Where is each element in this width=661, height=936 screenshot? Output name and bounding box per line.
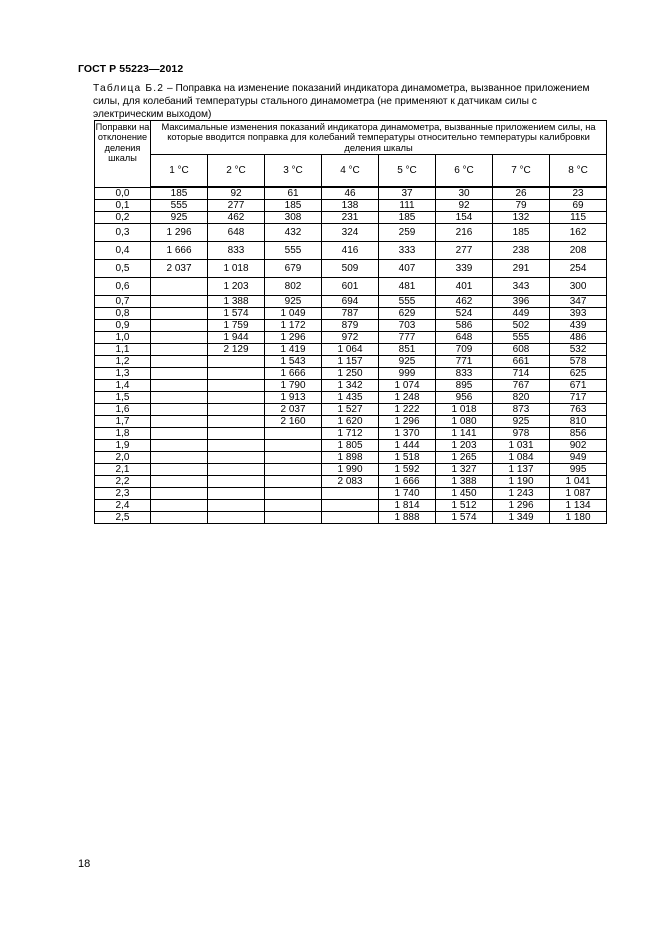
temperature-column-header (265, 155, 322, 188)
correction-value-cell: 396 (493, 296, 550, 308)
correction-value-cell (208, 488, 265, 500)
correction-value-cell: 625 (550, 368, 607, 380)
correction-value-cell: 23 (550, 187, 607, 200)
correction-value-cell: 1 370 (379, 428, 436, 440)
correction-value-cell (265, 440, 322, 452)
correction-value-cell: 1 250 (322, 368, 379, 380)
correction-value-cell: 132 (493, 212, 550, 224)
correction-value-cell: 555 (151, 200, 208, 212)
table-row (95, 452, 607, 464)
correction-value-cell (151, 464, 208, 476)
correction-value-cell: 879 (322, 320, 379, 332)
correction-value-cell: 481 (379, 278, 436, 296)
correction-value-cell: 771 (436, 356, 493, 368)
correction-value-cell (151, 332, 208, 344)
table-row (95, 428, 607, 440)
temperature-value: 1 (169, 165, 175, 176)
correction-value-cell: 254 (550, 260, 607, 278)
correction-value-cell: 1 190 (493, 476, 550, 488)
page-number: 18 (78, 858, 91, 870)
correction-value-cell: 509 (322, 260, 379, 278)
table-body (95, 187, 607, 524)
document-code: ГОСТ Р 55223—2012 (78, 63, 184, 75)
table-row (95, 368, 607, 380)
scale-deviation-cell: 1,2 (95, 356, 151, 368)
scale-deviation-cell: 1,9 (95, 440, 151, 452)
temperature-unit: °C (405, 165, 417, 176)
temperature-value: 5 (397, 165, 403, 176)
correction-value-cell: 1 450 (436, 488, 493, 500)
correction-value-cell: 532 (550, 344, 607, 356)
correction-value-cell: 439 (550, 320, 607, 332)
correction-value-cell (151, 404, 208, 416)
table-row (95, 500, 607, 512)
correction-value-cell: 1 712 (322, 428, 379, 440)
correction-value-cell: 1 512 (436, 500, 493, 512)
scale-deviation-cell: 2,1 (95, 464, 151, 476)
scale-deviation-cell: 1,6 (95, 404, 151, 416)
correction-value-cell (151, 356, 208, 368)
correction-value-cell: 37 (379, 187, 436, 200)
correction-value-cell: 671 (550, 380, 607, 392)
correction-value-cell: 300 (550, 278, 607, 296)
temperature-unit: °C (348, 165, 360, 176)
temperature-column-header (436, 155, 493, 188)
correction-value-cell (208, 404, 265, 416)
correction-value-cell: 231 (322, 212, 379, 224)
correction-value-cell: 1 666 (265, 368, 322, 380)
correction-value-cell: 995 (550, 464, 607, 476)
correction-value-cell: 1 666 (379, 476, 436, 488)
correction-value-cell: 1 018 (436, 404, 493, 416)
scale-deviation-cell: 2,4 (95, 500, 151, 512)
temperature-column-header (379, 155, 436, 188)
correction-value-cell: 694 (322, 296, 379, 308)
correction-value-cell: 416 (322, 242, 379, 260)
correction-value-cell: 1 592 (379, 464, 436, 476)
correction-value-cell: 333 (379, 242, 436, 260)
correction-value-cell: 1 913 (265, 392, 322, 404)
table-row (95, 392, 607, 404)
scale-deviation-cell: 2,0 (95, 452, 151, 464)
correction-value-cell (322, 500, 379, 512)
correction-value-cell: 347 (550, 296, 607, 308)
correction-value-cell (265, 500, 322, 512)
correction-value-cell: 856 (550, 428, 607, 440)
table-row (95, 212, 607, 224)
correction-value-cell: 1 944 (208, 332, 265, 344)
correction-value-cell: 925 (379, 356, 436, 368)
correction-value-cell: 1 243 (493, 488, 550, 500)
correction-value-cell: 1 203 (208, 278, 265, 296)
correction-value-cell: 601 (322, 278, 379, 296)
correction-value-cell: 185 (151, 187, 208, 200)
scale-deviation-cell: 1,0 (95, 332, 151, 344)
correction-value-cell (208, 452, 265, 464)
correction-value-cell: 524 (436, 308, 493, 320)
correction-value-cell: 1 041 (550, 476, 607, 488)
correction-value-cell: 138 (322, 200, 379, 212)
correction-value-cell (151, 392, 208, 404)
table-row (95, 332, 607, 344)
correction-value-cell: 1 814 (379, 500, 436, 512)
correction-value-cell: 1 296 (493, 500, 550, 512)
correction-value-cell (151, 368, 208, 380)
correction-value-cell (151, 320, 208, 332)
temperature-unit: °C (291, 165, 303, 176)
correction-value-cell: 393 (550, 308, 607, 320)
temperature-column-header (322, 155, 379, 188)
correction-value-cell: 1 080 (436, 416, 493, 428)
correction-value-cell: 555 (265, 242, 322, 260)
table-row (95, 242, 607, 260)
temperature-value: 7 (511, 165, 517, 176)
correction-value-cell (208, 500, 265, 512)
scale-deviation-cell: 2,2 (95, 476, 151, 488)
correction-value-cell: 1 157 (322, 356, 379, 368)
scale-deviation-cell: 0,3 (95, 224, 151, 242)
correction-value-cell: 111 (379, 200, 436, 212)
correction-value-cell: 339 (436, 260, 493, 278)
correction-value-cell: 763 (550, 404, 607, 416)
correction-value-cell: 1 990 (322, 464, 379, 476)
correction-value-cell: 555 (493, 332, 550, 344)
correction-value-cell (208, 464, 265, 476)
correction-value-cell: 787 (322, 308, 379, 320)
correction-value-cell (208, 356, 265, 368)
table-caption-text: – Поправка на изменение показаний индикатора динамометра, вызванное приложением силы, для колебаний температуры стального динамометра (не применяют к датчикам силы с электрическим выходом) (93, 83, 590, 120)
correction-value-cell: 1 137 (493, 464, 550, 476)
correction-value-cell (208, 512, 265, 524)
correction-value-cell: 2 129 (208, 344, 265, 356)
correction-value-cell (208, 428, 265, 440)
temperature-unit: °C (519, 165, 531, 176)
temperature-value: 4 (340, 165, 346, 176)
correction-value-cell: 709 (436, 344, 493, 356)
correction-value-cell: 1 296 (151, 224, 208, 242)
correction-value-cell (151, 476, 208, 488)
correction-value-cell: 820 (493, 392, 550, 404)
correction-value-cell: 1 134 (550, 500, 607, 512)
correction-value-cell: 1 296 (379, 416, 436, 428)
correction-value-cell: 69 (550, 200, 607, 212)
correction-value-cell (208, 368, 265, 380)
table-row (95, 356, 607, 368)
correction-value-cell: 185 (265, 200, 322, 212)
correction-value-cell (265, 428, 322, 440)
correction-value-cell (208, 380, 265, 392)
correction-value-cell: 578 (550, 356, 607, 368)
scale-deviation-cell: 0,1 (95, 200, 151, 212)
table-row (95, 416, 607, 428)
correction-value-cell: 1 342 (322, 380, 379, 392)
correction-value-cell: 717 (550, 392, 607, 404)
correction-value-cell (151, 452, 208, 464)
correction-value-cell: 1 898 (322, 452, 379, 464)
correction-value-cell: 1 388 (208, 296, 265, 308)
correction-value-cell: 895 (436, 380, 493, 392)
scale-deviation-cell: 0,7 (95, 296, 151, 308)
table-row (95, 476, 607, 488)
correction-value-cell: 1 543 (265, 356, 322, 368)
correction-value-cell (322, 488, 379, 500)
correction-value-cell: 2 083 (322, 476, 379, 488)
scale-deviation-cell: 1,8 (95, 428, 151, 440)
correction-value-cell: 238 (493, 242, 550, 260)
correction-value-cell: 767 (493, 380, 550, 392)
correction-value-cell: 1 327 (436, 464, 493, 476)
correction-value-cell: 407 (379, 260, 436, 278)
correction-value-cell: 1 296 (265, 332, 322, 344)
correction-value-cell: 486 (550, 332, 607, 344)
scale-deviation-cell: 1,4 (95, 380, 151, 392)
correction-value-cell (208, 476, 265, 488)
correction-value-cell: 61 (265, 187, 322, 200)
correction-value-cell: 873 (493, 404, 550, 416)
correction-value-cell: 277 (208, 200, 265, 212)
correction-value-cell: 401 (436, 278, 493, 296)
temperature-unit: °C (234, 165, 246, 176)
table-row (95, 488, 607, 500)
correction-value-cell: 925 (265, 296, 322, 308)
table-row (95, 200, 607, 212)
correction-value-cell: 648 (208, 224, 265, 242)
correction-value-cell: 154 (436, 212, 493, 224)
correction-value-cell: 629 (379, 308, 436, 320)
scale-deviation-cell: 0,8 (95, 308, 151, 320)
scale-deviation-cell: 0,0 (95, 187, 151, 200)
correction-value-cell (151, 500, 208, 512)
correction-value-cell: 30 (436, 187, 493, 200)
temperature-value: 2 (226, 165, 232, 176)
temperature-column-header (550, 155, 607, 188)
table-row (95, 296, 607, 308)
correction-value-cell: 1 518 (379, 452, 436, 464)
correction-value-cell: 92 (436, 200, 493, 212)
correction-value-cell: 1 790 (265, 380, 322, 392)
correction-value-cell: 449 (493, 308, 550, 320)
correction-value-cell: 703 (379, 320, 436, 332)
table-caption (93, 82, 606, 121)
scale-deviation-cell: 0,5 (95, 260, 151, 278)
correction-value-cell: 432 (265, 224, 322, 242)
max-change-header: Максимальные изменения показаний индикатора динамометра, вызванные приложением силы, на которые вводится поправка для колебаний температуры относительно температуры калибровки деления шкалы (151, 121, 607, 155)
correction-value-cell: 1 805 (322, 440, 379, 452)
correction-value-cell: 185 (379, 212, 436, 224)
correction-value-cell: 46 (322, 187, 379, 200)
correction-value-cell: 1 087 (550, 488, 607, 500)
correction-value-cell (151, 512, 208, 524)
correction-value-cell: 1 620 (322, 416, 379, 428)
correction-value-cell: 648 (436, 332, 493, 344)
correction-value-cell (265, 476, 322, 488)
correction-value-cell: 1 084 (493, 452, 550, 464)
scale-deviation-cell: 1,1 (95, 344, 151, 356)
correction-value-cell: 714 (493, 368, 550, 380)
correction-value-cell (151, 308, 208, 320)
scale-deviation-cell: 2,3 (95, 488, 151, 500)
correction-value-cell (151, 428, 208, 440)
correction-value-cell: 925 (151, 212, 208, 224)
correction-value-cell: 972 (322, 332, 379, 344)
correction-value-cell: 343 (493, 278, 550, 296)
correction-value-cell (151, 278, 208, 296)
temperature-value: 6 (454, 165, 460, 176)
correction-value-cell (322, 512, 379, 524)
correction-value-cell: 185 (493, 224, 550, 242)
correction-value-cell: 1 444 (379, 440, 436, 452)
correction-value-cell: 92 (208, 187, 265, 200)
correction-value-cell: 1 349 (493, 512, 550, 524)
table-row (95, 440, 607, 452)
correction-value-cell: 1 222 (379, 404, 436, 416)
correction-value-cell: 162 (550, 224, 607, 242)
correction-value-cell: 949 (550, 452, 607, 464)
correction-value-cell: 851 (379, 344, 436, 356)
table-row (95, 224, 607, 242)
correction-value-cell (208, 440, 265, 452)
table-row (95, 187, 607, 200)
table-row (95, 464, 607, 476)
table-row (95, 344, 607, 356)
scale-deviation-header: Поправки на отклонение деления шкалы (95, 121, 151, 188)
scale-deviation-cell: 1,7 (95, 416, 151, 428)
correction-value-cell: 462 (208, 212, 265, 224)
correction-value-cell (208, 392, 265, 404)
correction-value-cell (151, 344, 208, 356)
correction-value-cell: 661 (493, 356, 550, 368)
correction-value-cell: 502 (493, 320, 550, 332)
correction-value-cell: 810 (550, 416, 607, 428)
correction-value-cell (265, 464, 322, 476)
correction-value-cell (151, 380, 208, 392)
correction-value-cell: 833 (436, 368, 493, 380)
correction-value-cell: 1 419 (265, 344, 322, 356)
correction-value-cell: 956 (436, 392, 493, 404)
correction-value-cell: 1 759 (208, 320, 265, 332)
temperature-column-header (208, 155, 265, 188)
scale-deviation-cell: 0,9 (95, 320, 151, 332)
table-caption-label: Таблица Б.2 (93, 83, 165, 94)
correction-value-cell: 802 (265, 278, 322, 296)
correction-value-cell: 1 666 (151, 242, 208, 260)
correction-value-cell: 79 (493, 200, 550, 212)
scale-deviation-cell: 2,5 (95, 512, 151, 524)
table-row (95, 260, 607, 278)
correction-value-cell (265, 488, 322, 500)
correction-value-cell (151, 488, 208, 500)
correction-value-cell: 1 265 (436, 452, 493, 464)
correction-value-cell: 1 141 (436, 428, 493, 440)
temperature-unit: °C (177, 165, 189, 176)
temperature-value: 3 (283, 165, 289, 176)
correction-value-cell (151, 440, 208, 452)
correction-value-cell: 1 049 (265, 308, 322, 320)
correction-value-cell: 2 037 (265, 404, 322, 416)
temperature-unit: °C (576, 165, 588, 176)
correction-value-cell: 902 (550, 440, 607, 452)
scale-deviation-cell: 0,4 (95, 242, 151, 260)
correction-table (94, 120, 607, 524)
correction-value-cell: 586 (436, 320, 493, 332)
correction-value-cell: 555 (379, 296, 436, 308)
correction-value-cell: 1 203 (436, 440, 493, 452)
temperature-unit: °C (462, 165, 474, 176)
correction-value-cell: 1 031 (493, 440, 550, 452)
correction-value-cell: 1 172 (265, 320, 322, 332)
correction-value-cell: 1 527 (322, 404, 379, 416)
table-row (95, 278, 607, 296)
correction-value-cell: 2 160 (265, 416, 322, 428)
temperature-header-row (95, 155, 607, 188)
table-row (95, 512, 607, 524)
correction-value-cell: 608 (493, 344, 550, 356)
table-row (95, 380, 607, 392)
correction-value-cell: 1 574 (436, 512, 493, 524)
correction-value-cell: 208 (550, 242, 607, 260)
correction-value-cell (208, 416, 265, 428)
correction-value-cell: 833 (208, 242, 265, 260)
correction-value-cell (265, 512, 322, 524)
correction-value-cell: 1 064 (322, 344, 379, 356)
correction-value-cell: 1 888 (379, 512, 436, 524)
correction-value-cell: 1 740 (379, 488, 436, 500)
correction-value-cell: 1 574 (208, 308, 265, 320)
correction-value-cell: 26 (493, 187, 550, 200)
table-row (95, 308, 607, 320)
correction-value-cell: 216 (436, 224, 493, 242)
correction-value-cell: 978 (493, 428, 550, 440)
correction-value-cell (151, 416, 208, 428)
correction-value-cell: 259 (379, 224, 436, 242)
correction-value-cell: 679 (265, 260, 322, 278)
scale-deviation-cell: 0,6 (95, 278, 151, 296)
correction-value-cell: 2 037 (151, 260, 208, 278)
correction-value-cell: 1 180 (550, 512, 607, 524)
correction-value-cell: 1 435 (322, 392, 379, 404)
correction-value-cell (265, 452, 322, 464)
correction-value-cell (151, 296, 208, 308)
correction-value-cell: 1 018 (208, 260, 265, 278)
correction-value-cell: 1 248 (379, 392, 436, 404)
correction-value-cell: 1 074 (379, 380, 436, 392)
scale-deviation-cell: 0,2 (95, 212, 151, 224)
scale-deviation-cell: 1,3 (95, 368, 151, 380)
correction-value-cell: 308 (265, 212, 322, 224)
correction-value-cell: 277 (436, 242, 493, 260)
scale-deviation-cell: 1,5 (95, 392, 151, 404)
correction-value-cell: 324 (322, 224, 379, 242)
correction-value-cell: 291 (493, 260, 550, 278)
table-row (95, 320, 607, 332)
correction-value-cell: 462 (436, 296, 493, 308)
temperature-column-header (151, 155, 208, 188)
correction-value-cell: 777 (379, 332, 436, 344)
temperature-value: 8 (568, 165, 574, 176)
correction-value-cell: 925 (493, 416, 550, 428)
correction-value-cell: 1 388 (436, 476, 493, 488)
temperature-column-header (493, 155, 550, 188)
correction-value-cell: 999 (379, 368, 436, 380)
correction-value-cell: 115 (550, 212, 607, 224)
table-row (95, 404, 607, 416)
